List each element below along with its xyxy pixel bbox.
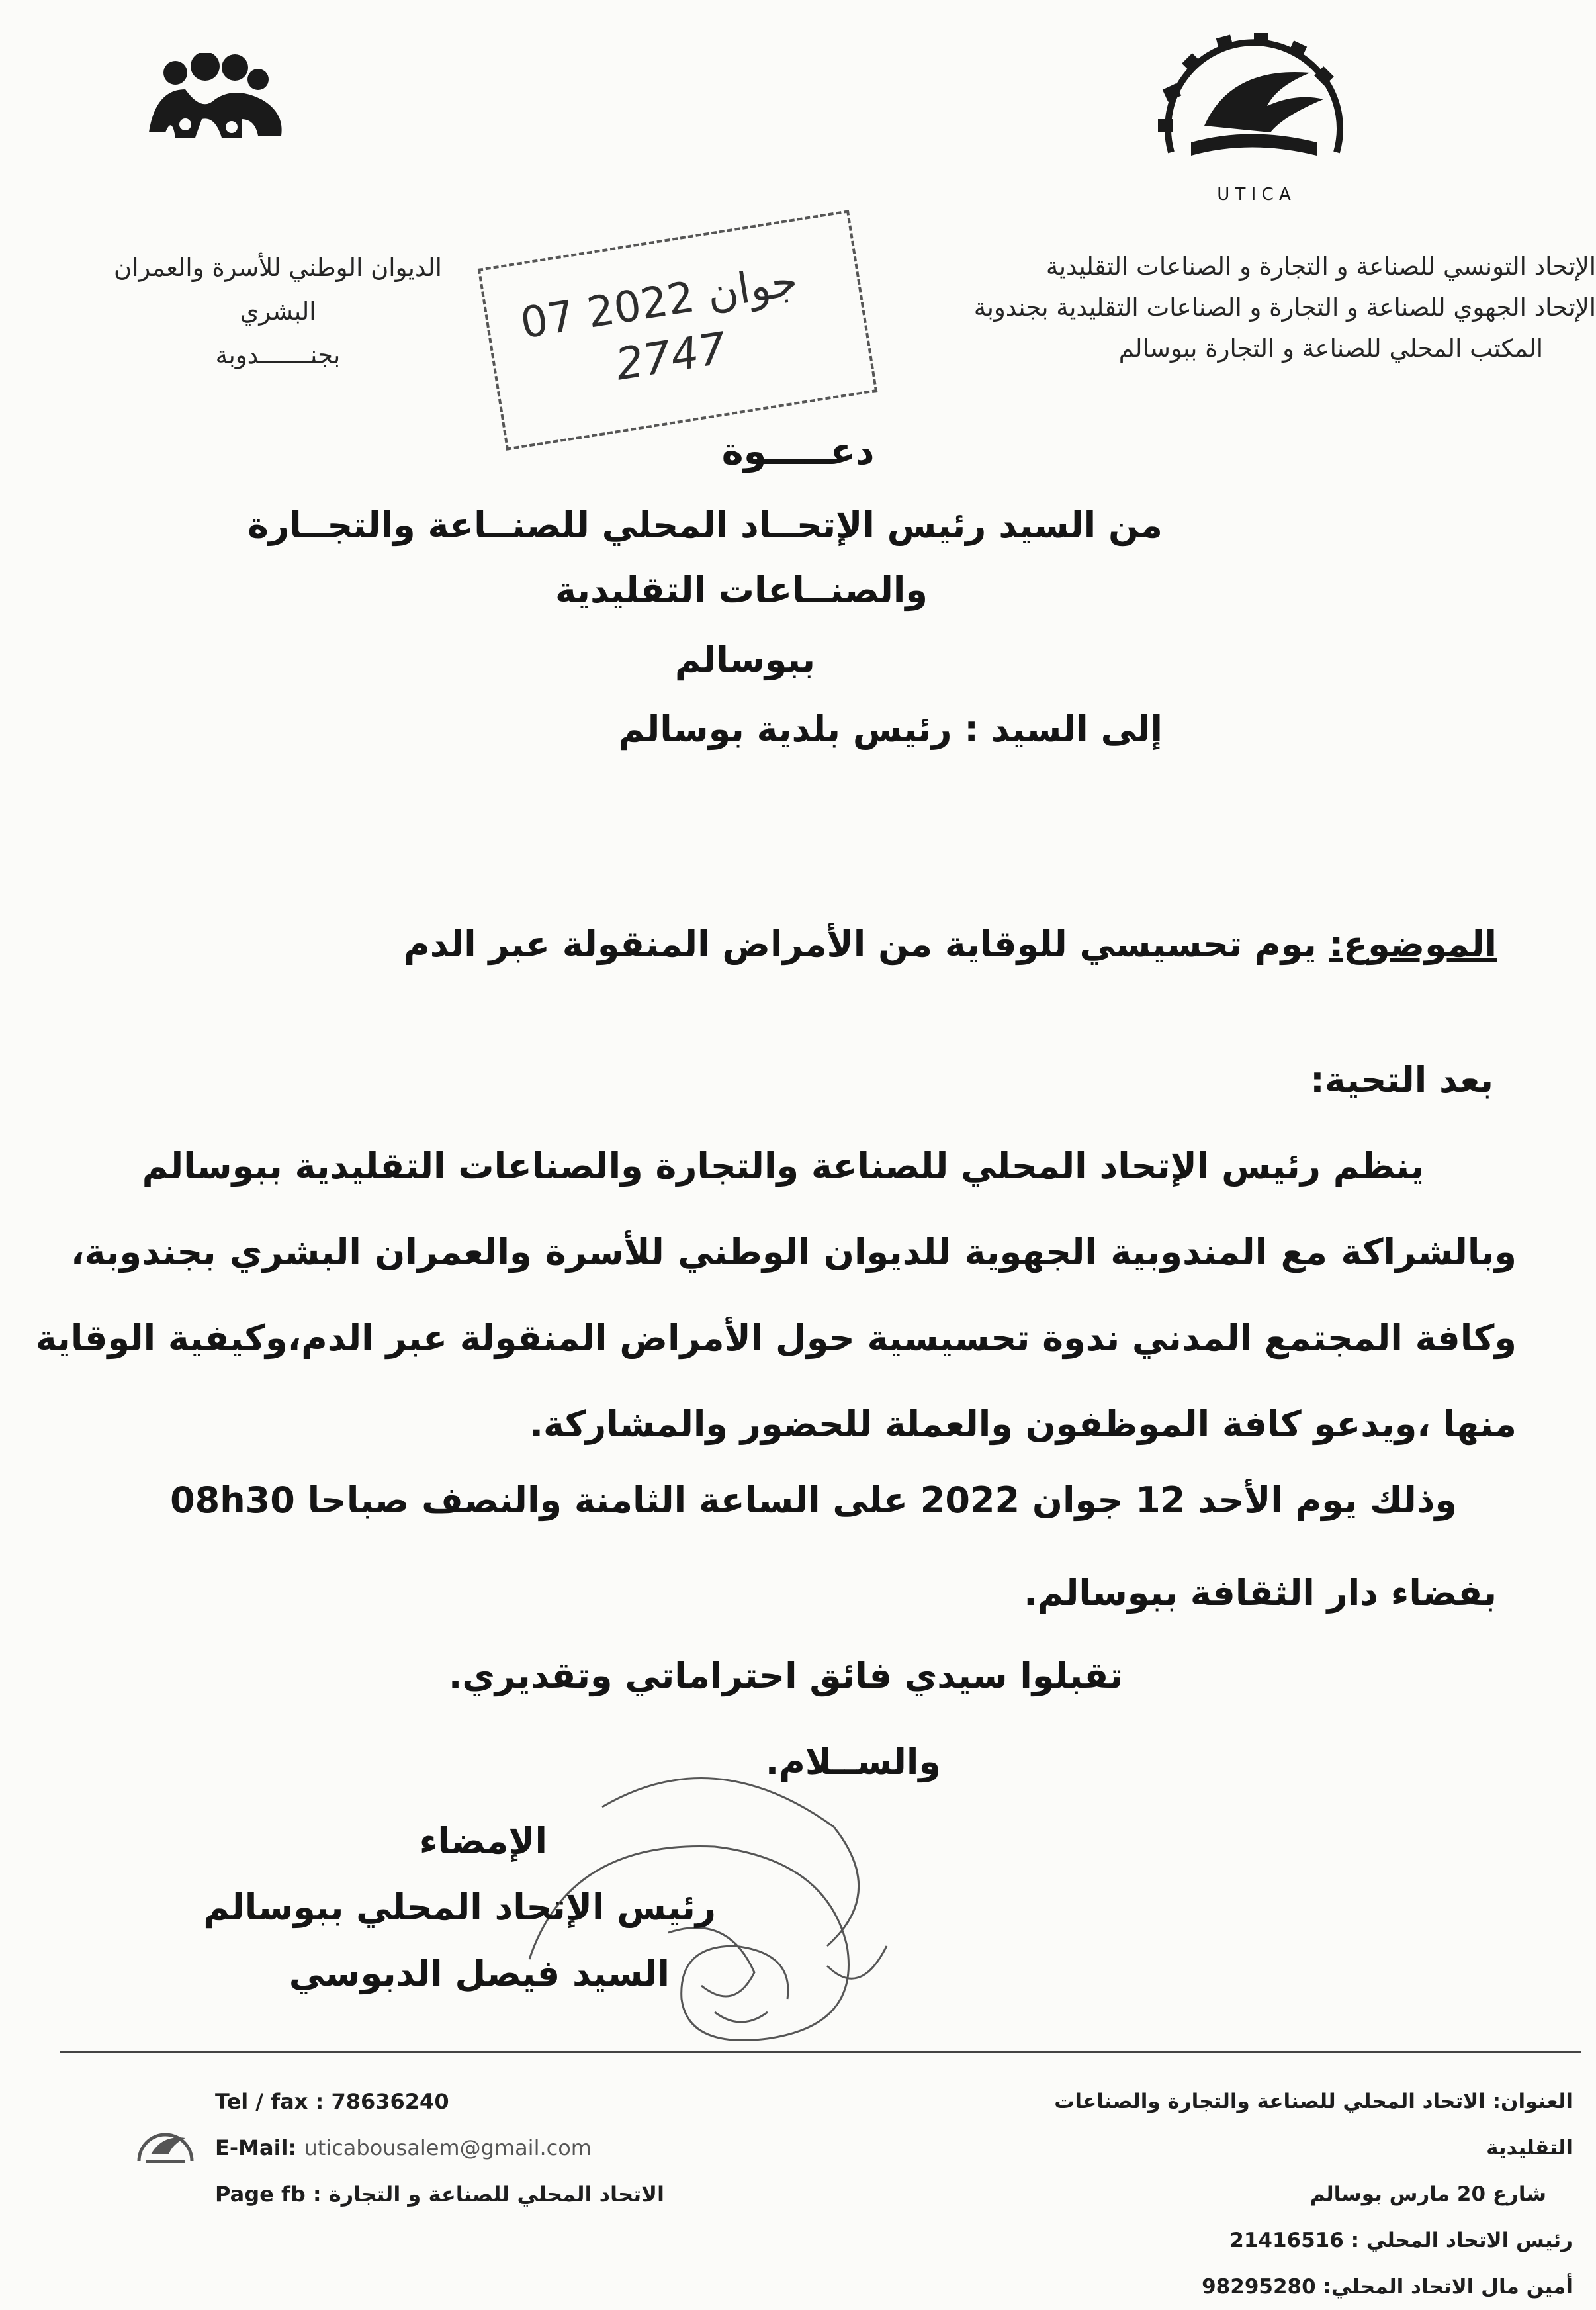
signatory-position: رئيس الإتحاد المحلي ببوسالم bbox=[203, 1886, 716, 1928]
from-line-3: ببوسالم bbox=[674, 639, 815, 680]
footer-page-fb bbox=[215, 2171, 811, 2217]
event-date-line: وذلك يوم الأحد 12 جوان 2022 على الساعة الثامنة والنصف صباحا 08h30 bbox=[170, 1479, 1457, 1521]
subject-text: يوم تحسيسي للوقاية من الأمراض المنقولة عبر الدم bbox=[404, 923, 1329, 965]
header-organization-left bbox=[79, 246, 476, 377]
footer-address-line-1: العنوان: الاتحاد المحلي للصناعة والتجارة والصناعات التقليدية bbox=[1054, 2090, 1573, 2160]
signatory-name: السيد فيصل الدبوسي bbox=[288, 1953, 670, 1994]
footer-page-fb-value: الاتحاد المحلي للصناعة و التجارة bbox=[328, 2182, 664, 2207]
footer-address-line-4: أمين مال الاتحاد المحلي: 98295280 bbox=[1202, 2275, 1573, 2299]
footer-contact bbox=[215, 2078, 811, 2217]
event-place-line: بفضاء دار الثقافة ببوسالم. bbox=[1024, 1572, 1497, 1614]
footer-address-line-2: شارع 20 مارس بوسالم bbox=[1309, 2182, 1546, 2206]
onfp-logo bbox=[136, 53, 294, 152]
letter-title: دعـــــوة bbox=[721, 430, 875, 473]
subject bbox=[404, 923, 1497, 965]
header-organization-right bbox=[868, 246, 1596, 369]
header-left-line-1: الديوان الوطني للأسرة والعمران bbox=[114, 254, 442, 282]
closing-line: تقبلوا سيدي فائق احتراماتي وتقديري. bbox=[448, 1655, 1123, 1696]
recipient: إلى السيد : رئيس بلدية بوسالم bbox=[618, 708, 1163, 750]
paragraph-line-3: وكافة المجتمع المدني ندوة تحسيسية حول الأمراض المنقولة عبر الدم،وكيفية الوقاية bbox=[35, 1317, 1517, 1359]
header-left-line-3: بجنـــــــدوبة bbox=[215, 341, 341, 369]
footer-divider bbox=[60, 2051, 1581, 2053]
paragraph-line-4: منها ،ويدعو كافة الموظفون والعملة للحضور والمشاركة. bbox=[529, 1403, 1517, 1445]
paragraph-line-2: وبالشراكة مع المندوبية الجهوية للديوان الوطني للأسرة والعمران البشري بجندوبة، bbox=[71, 1231, 1517, 1273]
footer-address-line-3: رئيس الاتحاد المحلي : 21416516 bbox=[1229, 2229, 1573, 2252]
footer-email-value: uticabousalem@gmail.com bbox=[304, 2135, 592, 2160]
subject-label: الموضوع: bbox=[1329, 923, 1497, 965]
utica-small-logo bbox=[132, 2121, 199, 2174]
footer-address bbox=[1030, 2078, 1573, 2310]
header-right-line-2: الإتحاد الجهوي للصناعة و التجارة و الصناعات التقليدية بجندوبة bbox=[973, 293, 1596, 322]
stamp-number: 2747 bbox=[612, 322, 730, 391]
salute-line: والســلام. bbox=[765, 1741, 941, 1782]
footer-email-label: E-Mail: bbox=[215, 2135, 304, 2160]
header-right-line-1: الإتحاد التونسي للصناعة و التجارة و الصناعات التقليدية bbox=[1045, 252, 1596, 281]
footer-email bbox=[215, 2125, 811, 2171]
from-line-1: من السيد رئيس الإتحــاد المحلي للصنــاعة والتجــارة bbox=[247, 504, 1163, 546]
signature-label: الإمضاء bbox=[419, 1820, 547, 1862]
svg-text:U T I C A: U T I C A bbox=[1217, 185, 1291, 205]
footer-tel-fax: Tel / fax : 78636240 bbox=[215, 2089, 449, 2114]
from-line-2: والصنــاعات التقليدية bbox=[554, 569, 928, 611]
utica-logo bbox=[1145, 26, 1363, 212]
greeting: بعد التحية: bbox=[1310, 1059, 1493, 1101]
paragraph-line-1: ينظم رئيس الإتحاد المحلي للصناعة والتجارة والصناعات التقليدية ببوسالم bbox=[142, 1145, 1424, 1187]
header-right-line-3: المكتب المحلي للصناعة و التجارة ببوسالم bbox=[1118, 334, 1543, 363]
stamp-date: 07 جوان 2022 bbox=[517, 256, 801, 349]
header-left-line-2: البشري bbox=[240, 297, 316, 326]
footer-page-fb-label: Page fb : bbox=[215, 2182, 329, 2207]
